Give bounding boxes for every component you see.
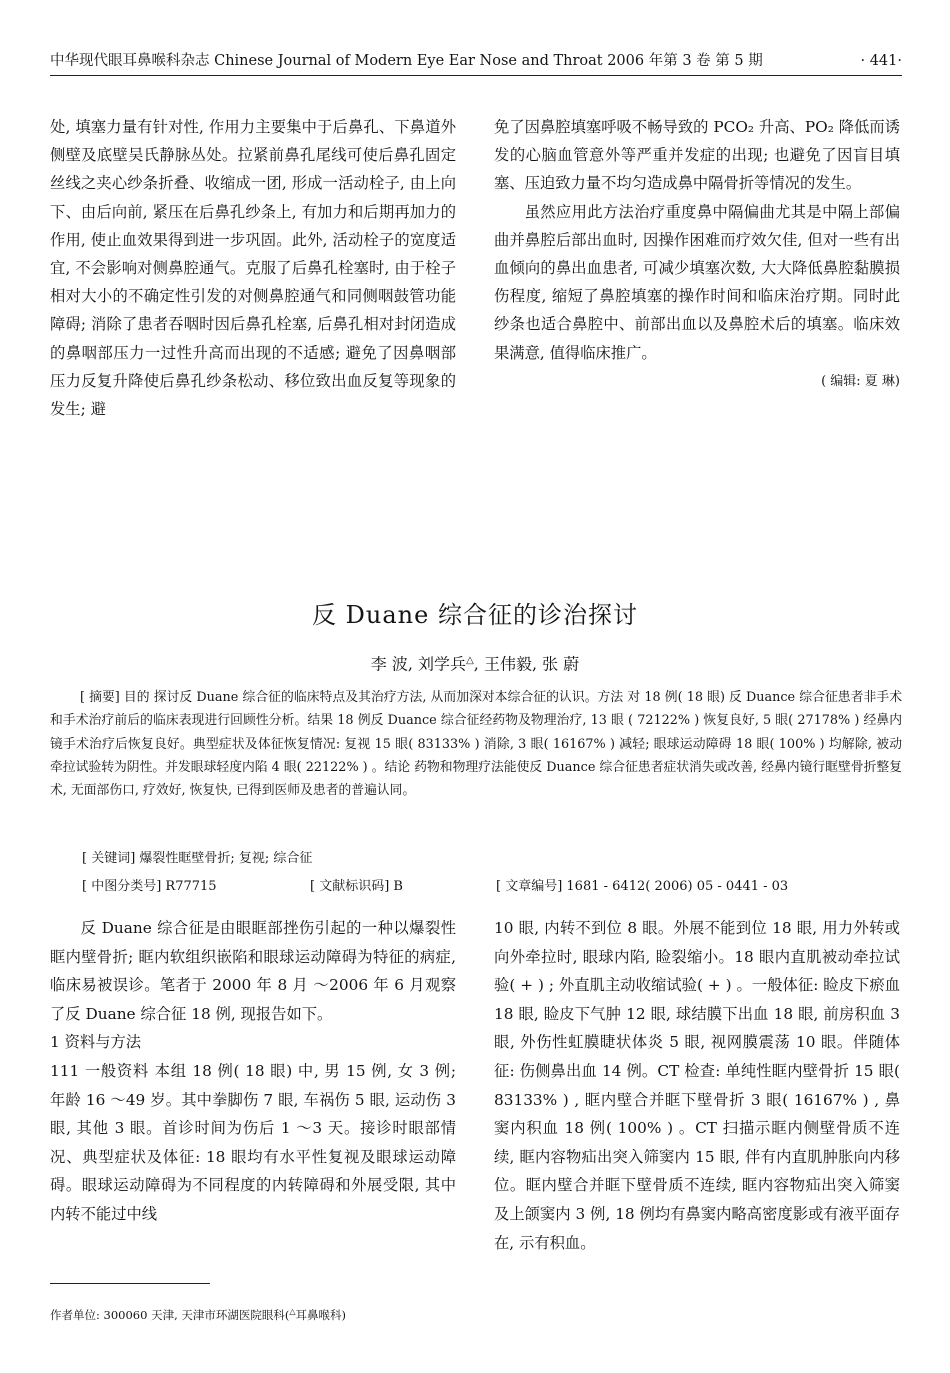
body-left-column [50, 914, 456, 1229]
prev-article-conclusion: 虽然应用此方法治疗重度鼻中隔偏曲尤其是中隔上部偏曲并鼻腔后部出血时, 因操作困难而疗效欠佳, 但对一些有出血倾向的鼻出血患者, 可减少填塞次数, 大大降低鼻腔黏膜损伤程度, 缩短了鼻腔填塞的操作时间和临床治疗期。同时此纱条也适合鼻腔中、前部出血以及鼻腔术后的填塞。临床效果满意, 值得临床推广。 [494, 202, 900, 362]
footnote-rule [50, 1283, 210, 1284]
prev-article-right-column [494, 113, 900, 397]
author-mark: △ [466, 655, 474, 666]
clc-number: [ 中图分类号] R77715 [82, 879, 217, 894]
author-affiliation [50, 1303, 346, 1324]
subsection-paragraph: 111 一般资料 本组 18 例( 18 眼) 中, 男 15 例, 女 3 例; 年龄 16 ～49 岁。其中拳脚伤 7 眼, 车祸伤 5 眼, 运动伤 3 眼, 其他 3 眼。首诊时间为伤后 1 ～3 天。接诊时眼部情况、典型症状及体征: 18 眼均有水平性复视及眼球运动障碍。眼球运动障碍为不同程度的内转障碍和外展受限, 其中内转不能过中线 [50, 1061, 456, 1223]
header-rule [50, 75, 902, 76]
body-paragraph: 10 眼, 内转不到位 8 眼。外展不能到位 18 眼, 用力外转或向外牵拉时, 眼球内陷, 睑裂缩小。18 眼内直肌被动牵拉试验( + ) ; 外直肌主动收缩试验( + ) 。一般体征: 睑皮下瘀血 18 眼, 睑皮下气肿 12 眼, 球结膜下出血 18 眼, 前房积血 3 眼, 外伤性虹膜睫状体炎 5 眼, 视网膜震荡 10 眼。伴随体征: 伤侧鼻出血 14 例。CT 检查: 单纯性眶内壁骨折 15 眼( 83133% ) , 眶内壁合并眶下壁骨折 3 眼( 16167% ) , 鼻窦内积血 18 例( 100% ) 。CT 扫描示眶内侧壁骨质不连续, 眶内容物疝出突入筛窦内 15 眼, 伴有内直肌肿胀向内移位。眶内壁合并眶下壁骨质不连续, 眶内容物疝出突入筛窦及上颌窦内 3 例, 18 例均有鼻窦内略高密度影或有液平面存在, 示有积血。 [494, 919, 900, 1252]
keywords: [ 关键词] 爆裂性眶壁骨折; 复视; 综合征 [82, 851, 313, 866]
abstract [50, 686, 902, 802]
journal-info: 中华现代眼耳鼻喉科杂志 Chinese Journal of Modern Eye Ear Nose and Throat 2006 年第 3 卷 第 5 期 [50, 53, 763, 69]
body-right-column [494, 914, 900, 1257]
footnote-part-b: 耳鼻喉科) [295, 1307, 347, 1322]
editor-note: ( 编辑: 夏 琳) [821, 373, 900, 389]
section-heading: 1 资料与方法 [50, 1033, 142, 1052]
article-authors [0, 648, 950, 677]
prev-article-paragraph: 免了因鼻腔填塞呼吸不畅导致的 PCO₂ 升高、PO₂ 降低而诱发的心脑血管意外等严重并发症的出现; 也避免了因盲目填塞、压迫致力量不均匀造成鼻中隔骨折等情况的发生。 [494, 118, 900, 193]
authors-part-b: , 王伟毅, 张 蔚 [473, 654, 580, 674]
page-number: · 441· [860, 53, 902, 69]
footnote-mark: △ [289, 1307, 296, 1316]
intro-paragraph: 反 Duane 综合征是由眼眶部挫伤引起的一种以爆裂性眶内壁骨折; 眶内软组织嵌陷和眼球运动障碍为特征的病症, 临床易被误诊。笔者于 2000 年 8 月 ～2006 年 6 月观察了反 Duane 综合征 18 例, 现报告如下。 [50, 919, 456, 1023]
running-header [50, 50, 902, 72]
article-title: 反 Duane 综合征的诊治探讨 [312, 601, 638, 629]
article-number: [ 文章编号] 1681 - 6412( 2006) 05 - 0441 - 03 [496, 879, 789, 894]
abstract-text: [ 摘要] 目的 探讨反 Duane 综合征的临床特点及其治疗方法, 从而加深对本综合征的认识。方法 对 18 例( 18 眼) 反 Duance 综合征患者非手术和手术治疗前后的临床表现进行回顾性分析。结果 18 例反 Duance 综合征经药物及物理治疗, 13 眼 ( 72122% ) 恢复良好, 5 眼( 27178% ) 经鼻内镜手术治疗后恢复良好。典型症状及体征恢复情况: 复视 15 眼( 83133% ) 消除, 3 眼( 16167% ) 减轻; 眼球运动障碍 18 眼( 100% ) 均解除, 被动牵拉试验转为阴性。并发眼球轻度内陷 4 眼( 22122% ) 。结论 药物和物理疗法能使反 Duance 综合征患者症状消失或改善, 经鼻内镜行眶壁骨折整复术, 无面部伤口, 疗效好, 恢复快, 已得到医师及患者的普遍认同。 [50, 690, 902, 799]
authors-part-a: 李 波, 刘学兵 [370, 654, 467, 674]
prev-article-paragraph: 处, 填塞力量有针对性, 作用力主要集中于后鼻孔、下鼻道外侧壁及底壁吴氏静脉丛处。拉紧前鼻孔尾线可使后鼻孔固定丝线之夹心纱条折叠、收缩成一团, 形成一活动栓子, 由上向下、由后向前, 紧压在后鼻孔纱条上, 有加力和后期再加力的作用, 使止血效果得到进一步巩固。此外, 活动栓子的宽度适宜, 不会影响对侧鼻腔通气。克服了后鼻孔栓塞时, 由于栓子相对大小的不确定性引发的对侧鼻腔通气和同侧咽鼓管功能障碍; 消除了患者吞咽时因后鼻孔栓塞, 后鼻孔相对封闭造成的鼻咽部压力一过性升高而出现的不适感; 避免了因鼻咽部压力反复升降使后鼻孔纱条松动、移位致出血反复等现象的发生; 避 [50, 118, 456, 419]
prev-article-left-column [50, 113, 456, 423]
document-code: [ 文献标识码] B [310, 879, 403, 894]
footnote-part-a: 作者单位: 300060 天津, 天津市环湖医院眼科( [50, 1307, 290, 1322]
